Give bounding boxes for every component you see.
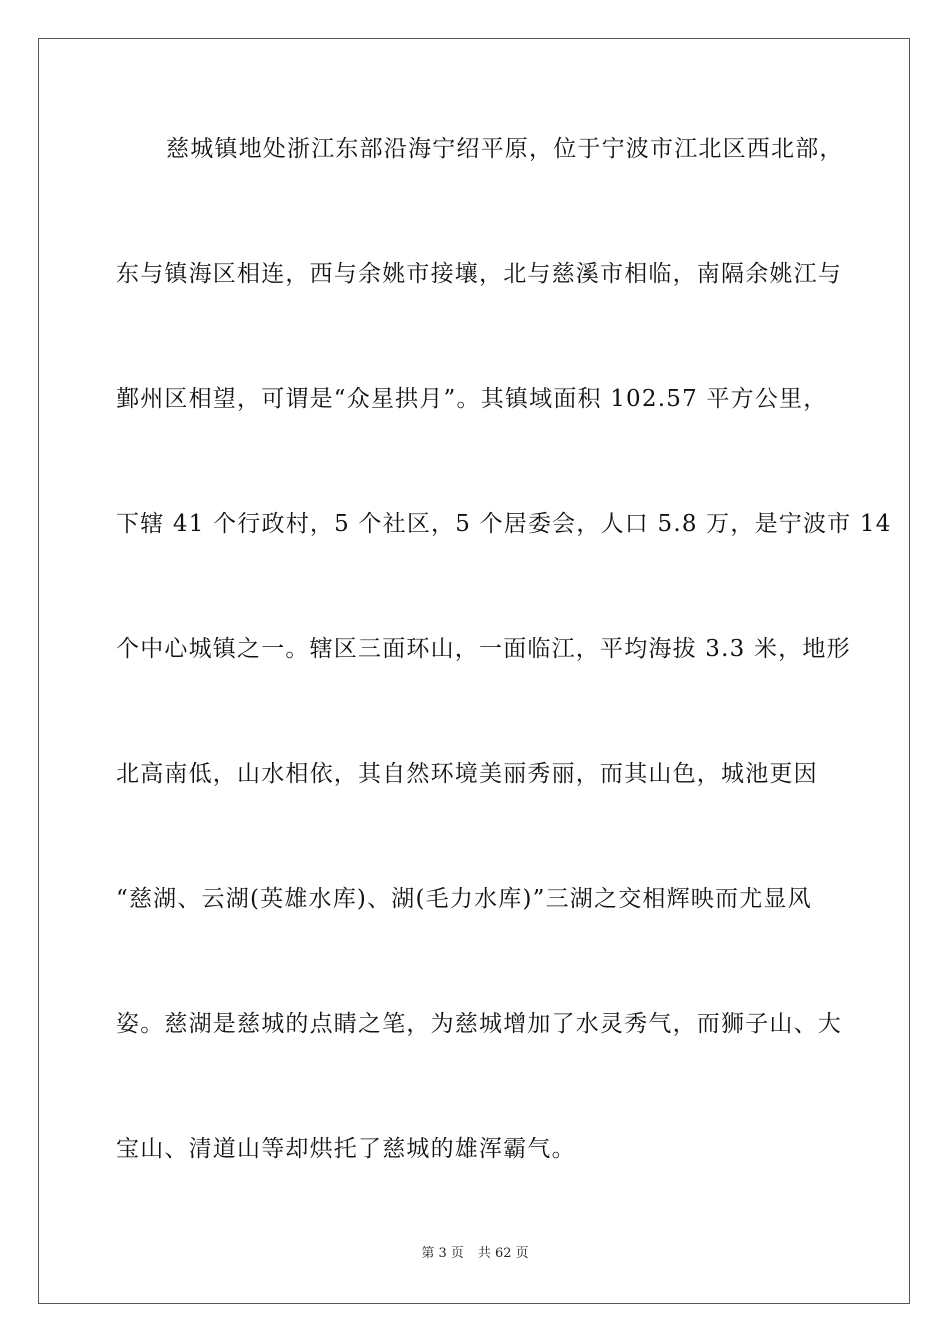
text-line: 慈城镇地处浙江东部沿海宁绍平原，位于宁波市江北区西北部， [166, 136, 844, 162]
page-footer [0, 1245, 950, 1263]
text-line: 鄞州区相望，可谓是“众星拱月”。其镇域面积 102.57 平方公里， [116, 386, 828, 412]
total-pages: 共 62 页 [477, 1246, 529, 1261]
text-line: 姿。慈湖是慈城的点睛之笔，为慈城增加了水灵秀气，而狮子山、大 [116, 1011, 842, 1037]
text-line: “慈湖、云湖(英雄水库)、湖(毛力水库)”三湖之交相辉映而尤显风 [116, 886, 812, 912]
text-line: 个中心城镇之一。辖区三面环山，一面临江，平均海拔 3.3 米，地形 [116, 636, 851, 662]
page-number: 第 3 页 [421, 1246, 464, 1261]
text-line: 下辖 41 个行政村，5 个社区，5 个居委会，人口 5.8 万，是宁波市 14 [116, 511, 892, 537]
text-line: 东与镇海区相连，西与余姚市接壤，北与慈溪市相临，南隔余姚江与 [116, 261, 842, 287]
text-line: 宝山、清道山等却烘托了慈城的雄浑霸气。 [116, 1136, 576, 1162]
page-border [38, 38, 910, 1304]
text-line: 北高南低，山水相依，其自然环境美丽秀丽，而其山色，城池更因 [116, 761, 818, 787]
